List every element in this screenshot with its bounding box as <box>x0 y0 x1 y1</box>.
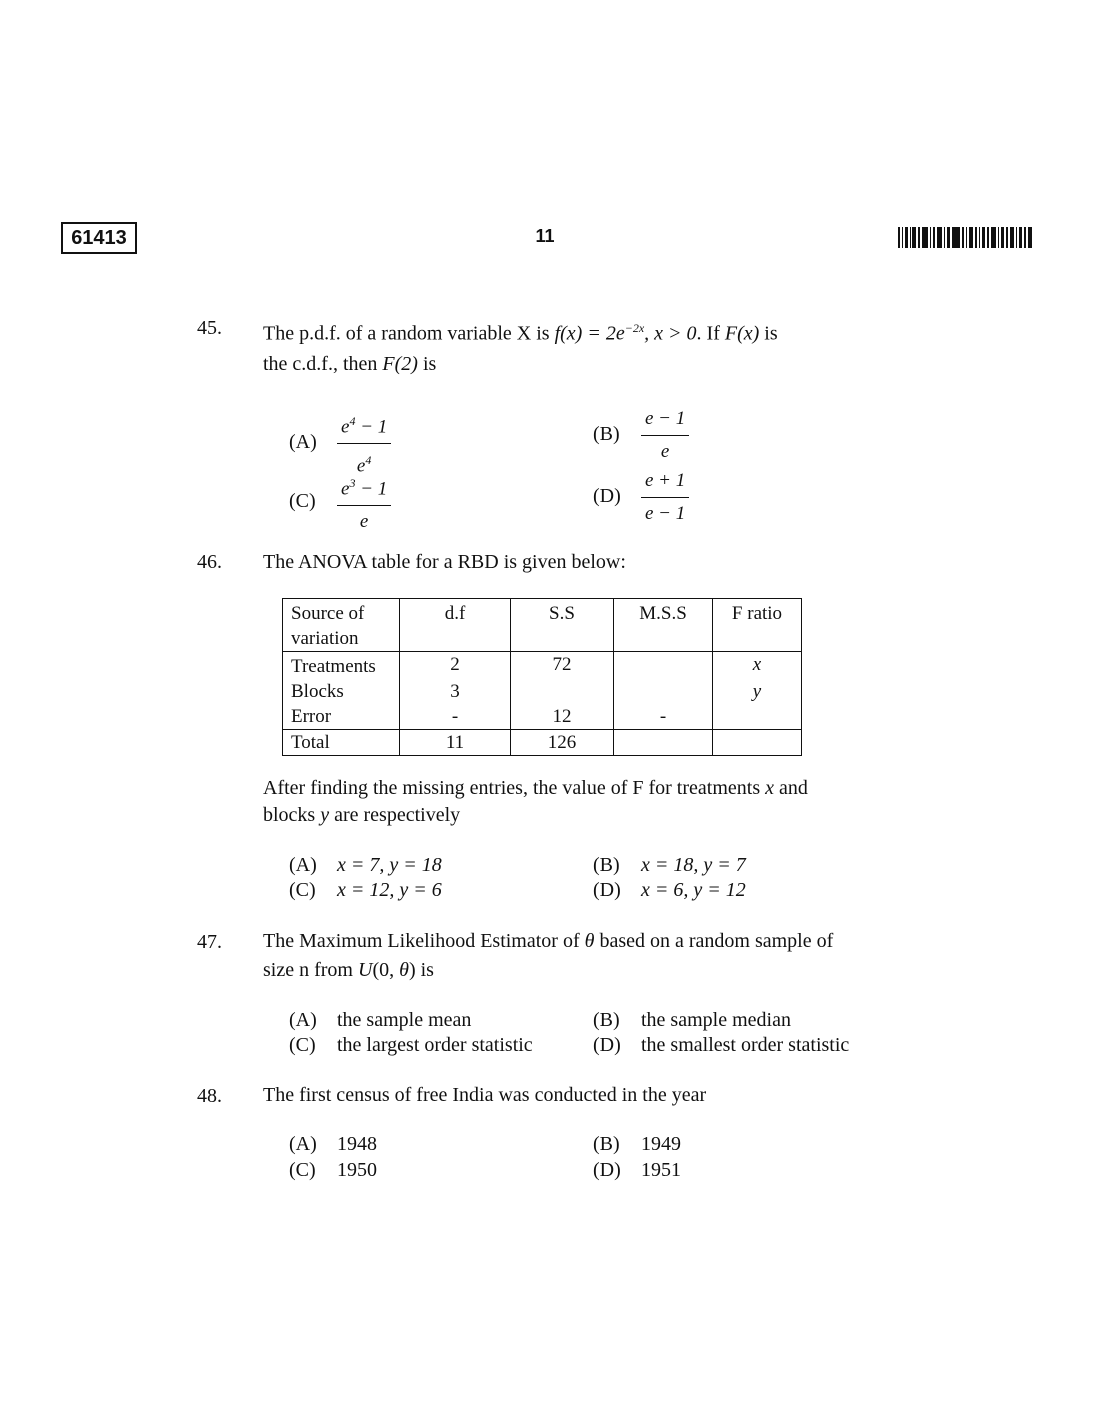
option-label: (C) <box>289 879 316 901</box>
option-text: 1949 <box>641 1133 681 1155</box>
option-label: (C) <box>289 490 316 513</box>
table-cell <box>614 652 713 680</box>
table-cell: 11 <box>400 730 511 756</box>
text-segment: (0, <box>372 959 400 981</box>
text-segment: The Maximum Likelihood Estimator of <box>263 930 585 952</box>
math-exponent: −2x <box>624 321 645 335</box>
table-row <box>283 704 802 730</box>
table-cell <box>511 679 614 704</box>
table-cell <box>614 679 713 704</box>
option-c <box>289 877 442 903</box>
math-symbol: x <box>765 777 774 799</box>
table-cell: 2 <box>400 652 511 680</box>
option-label: (C) <box>289 1159 316 1181</box>
question-number: 48. <box>197 1085 222 1107</box>
fraction <box>337 408 391 480</box>
option-label: (D) <box>593 485 621 508</box>
option-text: 1951 <box>641 1159 681 1181</box>
table-row <box>283 652 802 680</box>
text-segment: the c.d.f., then <box>263 352 383 375</box>
option-text: x = 6, y = 12 <box>641 879 746 901</box>
fraction-numerator: e <box>341 478 350 500</box>
option-d <box>593 468 689 527</box>
table-cell: Treatments <box>283 652 400 680</box>
option-a <box>289 1007 471 1033</box>
option-text: the sample mean <box>337 1009 472 1031</box>
fraction <box>641 406 689 465</box>
question-text <box>263 313 903 379</box>
text-segment: is <box>759 322 778 345</box>
table-cell: 12 <box>511 704 614 730</box>
fraction-denominator: e <box>660 441 670 462</box>
table-cell <box>614 730 713 756</box>
option-label: (D) <box>593 1159 621 1181</box>
question-number: 46. <box>197 551 222 573</box>
option-label: (A) <box>289 431 317 454</box>
math-symbol: y <box>320 804 330 826</box>
option-b <box>593 406 689 465</box>
option-text: the smallest order statistic <box>641 1034 850 1056</box>
option-label: (A) <box>289 1009 317 1031</box>
table-cell: y <box>713 679 802 704</box>
column-header: S.S <box>511 599 614 652</box>
option-b <box>593 852 746 878</box>
math-symbol: U <box>357 959 373 981</box>
table-header-row <box>283 599 802 652</box>
option-d <box>593 877 746 903</box>
option-c <box>289 470 391 535</box>
numerator-exponent: 4 <box>349 414 356 428</box>
table-cell: - <box>614 704 713 730</box>
math-symbol: θ <box>584 930 595 952</box>
text-segment: is <box>417 352 437 375</box>
table-cell: 3 <box>400 679 511 704</box>
fraction-numerator: e <box>341 416 350 438</box>
question-number: 45. <box>197 317 222 339</box>
option-d <box>593 1157 681 1183</box>
anova-table <box>282 598 802 756</box>
fraction-denominator: e − 1 <box>645 503 686 524</box>
text-segment: size n from <box>263 959 358 981</box>
table-row <box>283 730 802 756</box>
math-expression: f(x) = 2e <box>554 322 625 345</box>
text-segment: blocks <box>263 804 321 826</box>
table-cell <box>713 730 802 756</box>
option-label: (B) <box>593 1133 620 1155</box>
column-header: F ratio <box>713 599 802 652</box>
page-number: 11 <box>535 226 555 246</box>
fraction-numerator: e − 1 <box>641 406 689 436</box>
math-expression: , x > 0 <box>644 322 697 345</box>
math-expression: F(x) <box>724 322 760 345</box>
option-label: (B) <box>593 423 620 446</box>
option-a <box>289 1131 377 1157</box>
fraction <box>337 470 391 535</box>
question-text: The first census of free India was conducted in the year <box>263 1084 707 1106</box>
fraction-denominator: e <box>359 511 369 533</box>
option-text: the sample median <box>641 1009 791 1031</box>
option-d <box>593 1032 849 1058</box>
table-cell: Error <box>283 704 400 730</box>
option-c <box>289 1032 533 1058</box>
table-cell: Blocks <box>283 679 400 704</box>
table-cell: 126 <box>511 730 614 756</box>
fraction-numerator-tail: − 1 <box>355 416 388 438</box>
text-segment: The p.d.f. of a random variable X is <box>263 322 555 345</box>
option-label: (B) <box>593 1009 620 1031</box>
table-cell: Total <box>283 730 400 756</box>
option-text: the largest order statistic <box>337 1034 533 1056</box>
option-b <box>593 1007 791 1033</box>
question-text <box>263 775 903 829</box>
text-segment: based on a random sample of <box>594 930 834 952</box>
text-segment: . If <box>696 322 725 345</box>
table-cell: 72 <box>511 652 614 680</box>
column-header: Source of variation <box>283 599 400 652</box>
fraction-denominator: e <box>356 455 366 477</box>
math-expression: F(2) <box>382 352 418 375</box>
text-segment: After finding the missing entries, the value of F for treatments <box>263 777 766 799</box>
option-label: (D) <box>593 1034 621 1056</box>
option-text: x = 7, y = 18 <box>337 854 442 876</box>
table-row <box>283 679 802 704</box>
denominator-exponent: 4 <box>365 453 372 468</box>
fraction-numerator-tail: − 1 <box>355 478 388 500</box>
text-segment: are respectively <box>329 804 461 826</box>
option-label: (D) <box>593 879 621 901</box>
text-segment: ) is <box>408 959 434 981</box>
math-symbol: θ <box>399 959 409 981</box>
option-a <box>289 408 391 480</box>
fraction-numerator: e + 1 <box>641 468 689 498</box>
option-text: x = 18, y = 7 <box>641 854 746 876</box>
question-text <box>263 927 903 985</box>
option-text: x = 12, y = 6 <box>337 879 442 901</box>
question-number: 47. <box>197 931 222 953</box>
paper-code: 61413 <box>61 222 137 254</box>
numerator-exponent: 3 <box>349 476 356 490</box>
option-text: 1948 <box>337 1133 377 1155</box>
table-cell <box>713 704 802 730</box>
table-cell: x <box>713 652 802 680</box>
option-b <box>593 1131 681 1157</box>
fraction <box>641 468 689 527</box>
option-label: (B) <box>593 854 620 876</box>
option-label: (C) <box>289 1034 316 1056</box>
option-text: 1950 <box>337 1159 377 1181</box>
option-label: (A) <box>289 1133 317 1155</box>
question-text: The ANOVA table for a RBD is given below: <box>263 551 626 573</box>
option-label: (A) <box>289 854 317 876</box>
column-header: d.f <box>400 599 511 652</box>
column-header: M.S.S <box>614 599 713 652</box>
table-cell: - <box>400 704 511 730</box>
option-a <box>289 852 442 878</box>
barcode-icon <box>898 227 1032 248</box>
option-c <box>289 1157 377 1183</box>
text-segment: and <box>774 777 808 799</box>
